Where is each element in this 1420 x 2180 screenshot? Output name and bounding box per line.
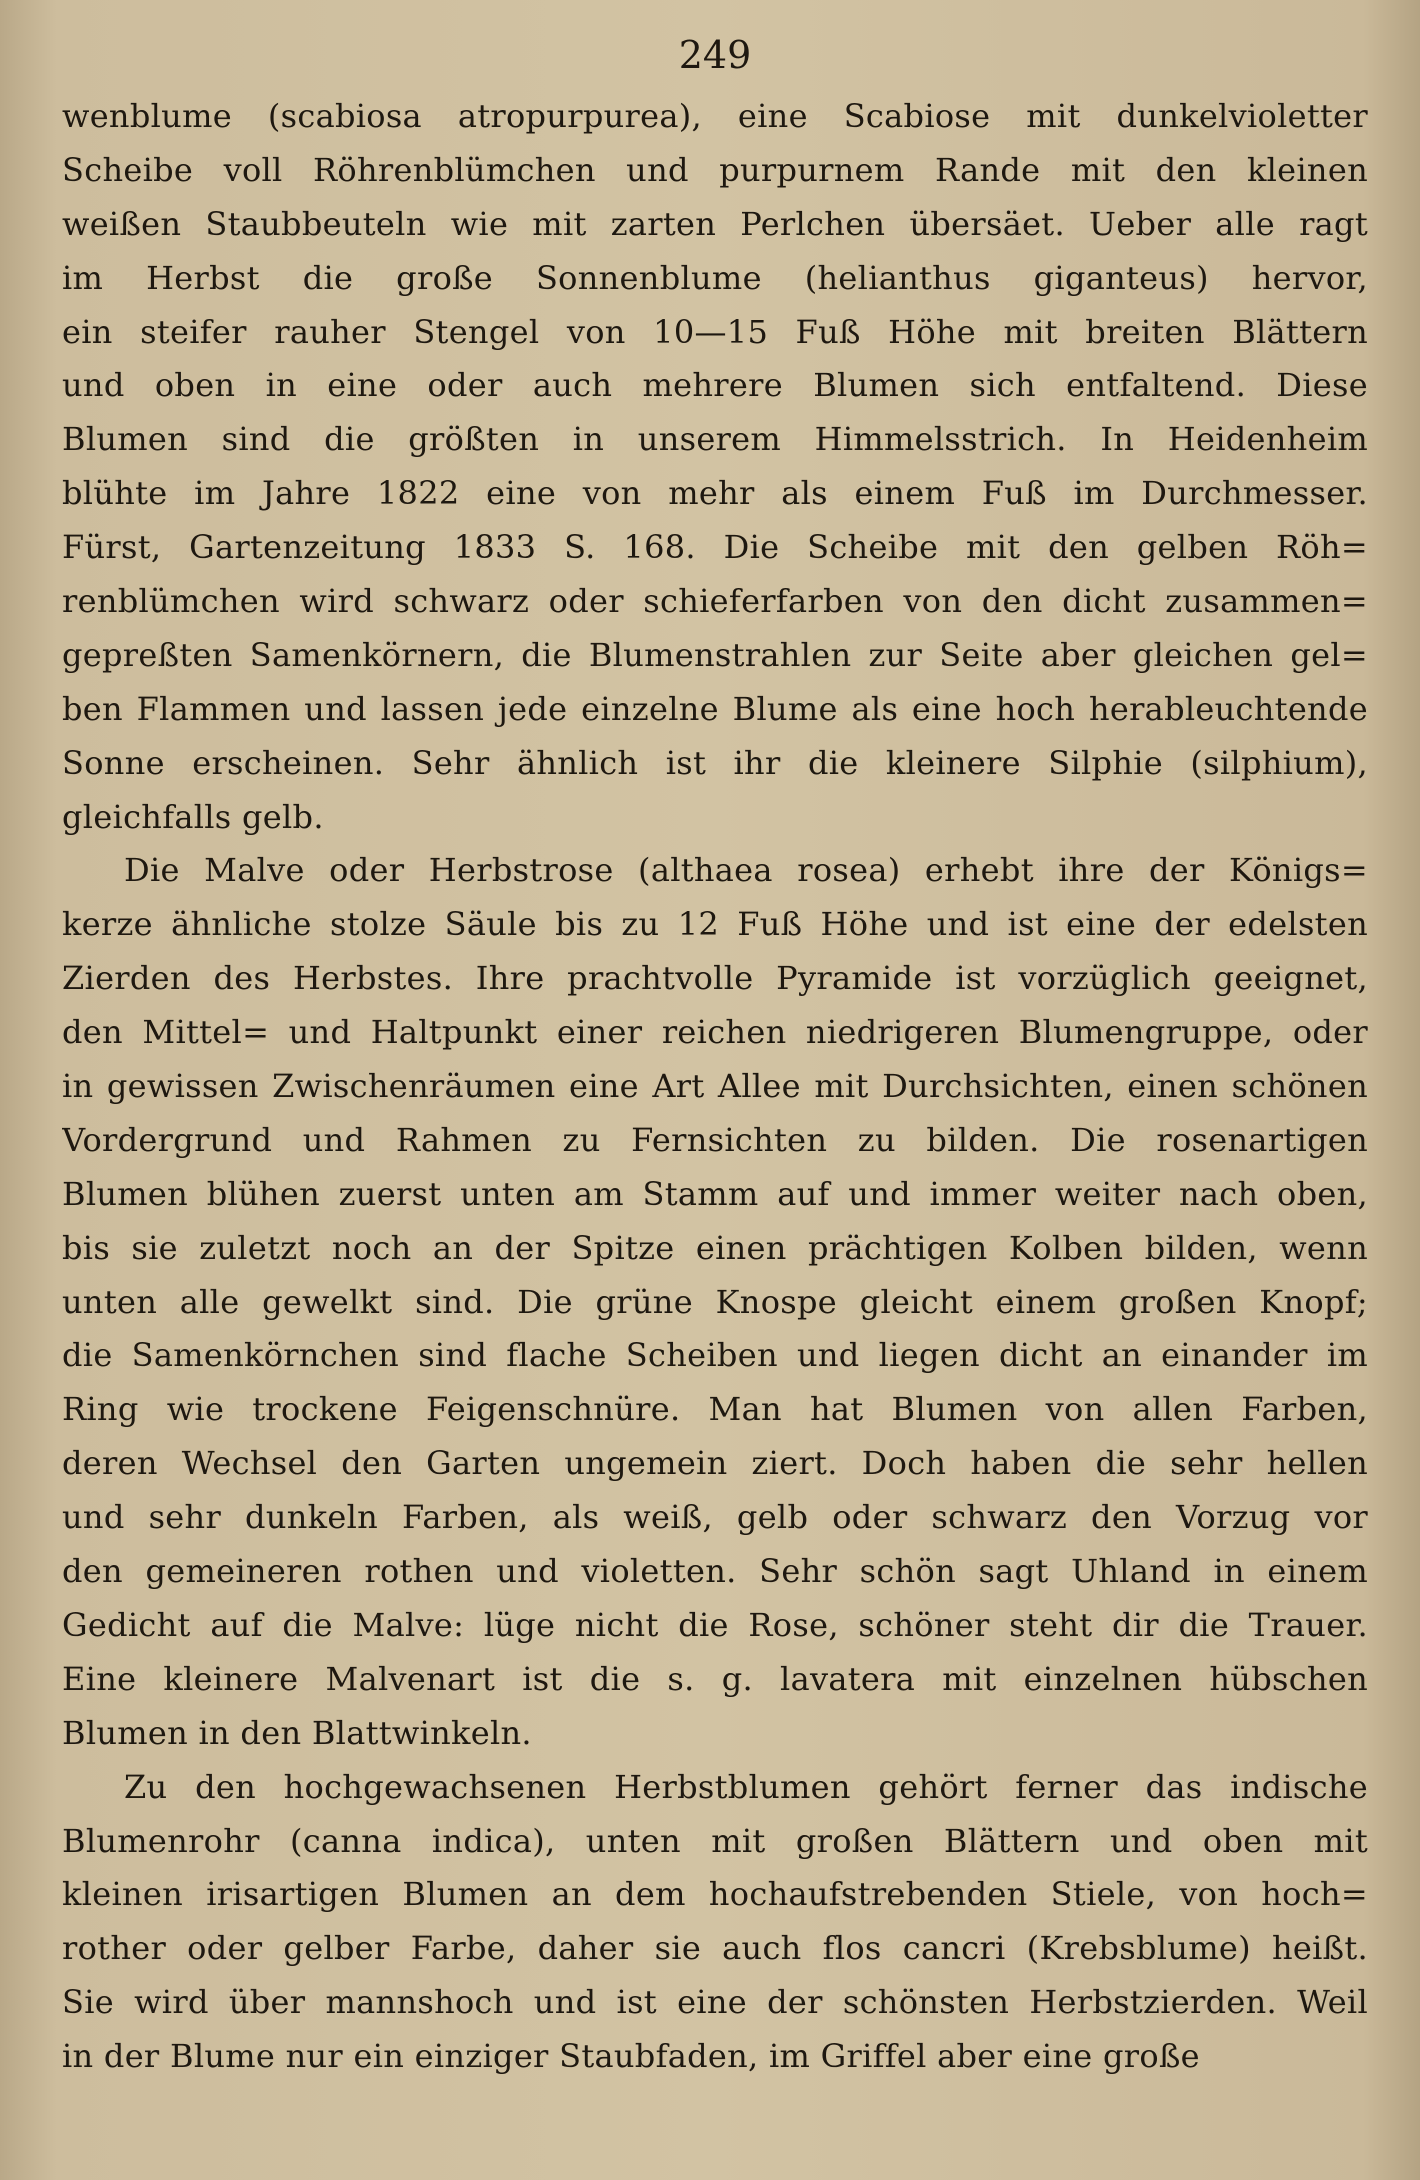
text-line: und oben in eine oder auch mehrere Blumen sich entfaltend. Diese — [62, 366, 1368, 405]
text-line: im Herbst die große Sonnenblume (helianthus giganteus) hervor, — [62, 258, 1368, 297]
text-line: in gewissen Zwischenräumen eine Art Allee mit Durchsichten, einen schönen — [62, 1067, 1368, 1106]
paragraph — [62, 1761, 1368, 2084]
text-line: renblümchen wird schwarz oder schieferfarben von den dicht zusammen= — [62, 582, 1368, 621]
text-line: den gemeineren rothen und violetten. Sehr schön sagt Uhland in einem — [62, 1552, 1368, 1591]
text-line: Zu den hochgewachsenen Herbstblumen gehört ferner das indische — [124, 1767, 1368, 1806]
text-line: gleichfalls gelb. — [62, 797, 324, 836]
text-line: rother oder gelber Farbe, daher sie auch flos cancri (Krebsblume) heißt. — [62, 1929, 1368, 1968]
text-line: Vordergrund und Rahmen zu Fernsichten zu bilden. Die rosenartigen — [62, 1120, 1368, 1159]
text-line: Fürst, Gartenzeitung 1833 S. 168. Die Scheibe mit den gelben Röh= — [62, 528, 1368, 567]
text-line: kleinen irisartigen Blumen an dem hochaufstrebenden Stiele, von hoch= — [62, 1875, 1368, 1914]
text-line: Sonne erscheinen. Sehr ähnlich ist ihr die kleinere Silphie (silphium), — [62, 743, 1368, 782]
text-line: Gedicht auf die Malve: lüge nicht die Rose, schöner steht dir die Trauer. — [62, 1605, 1368, 1644]
text-line: wenblume (scabiosa atropurpurea), eine Scabiose mit dunkelvioletter — [62, 97, 1368, 135]
text-line: in der Blume nur ein einziger Staubfaden, im Griffel aber eine große — [62, 2037, 1200, 2076]
text-line: Blumen blühen zuerst unten am Stamm auf und immer weiter nach oben, — [62, 1174, 1368, 1213]
text-line: Blumen sind die größten in unserem Himmelsstrich. In Heidenheim — [62, 420, 1368, 459]
text-line: gepreßten Samenkörnern, die Blumenstrahlen zur Seite aber gleichen gel= — [62, 635, 1368, 674]
paragraph — [62, 844, 1368, 1760]
page-number: 249 — [678, 33, 752, 77]
text-line: Sie wird über mannshoch und ist eine der schönsten Herbstzierden. Weil — [62, 1983, 1368, 2022]
text-line: Ring wie trockene Feigenschnüre. Man hat Blumen von allen Farben, — [62, 1390, 1368, 1429]
text-line: Eine kleinere Malvenart ist die s. g. lavatera mit einzelnen hübschen — [62, 1659, 1368, 1698]
text-line: Die Malve oder Herbstrose (althaea rosea) erhebt ihre der Königs= — [124, 851, 1368, 890]
paragraph — [62, 90, 1368, 844]
text-line: Blumen in den Blattwinkeln. — [62, 1713, 532, 1752]
text-line: kerze ähnliche stolze Säule bis zu 12 Fuß Höhe und ist eine der edelsten — [62, 905, 1368, 944]
text-line: und sehr dunkeln Farben, als weiß, gelb oder schwarz den Vorzug vor — [62, 1498, 1368, 1537]
text-line: blühte im Jahre 1822 eine von mehr als einem Fuß im Durchmesser. — [62, 474, 1368, 513]
text-line: ein steifer rauher Stengel von 10—15 Fuß Höhe mit breiten Blättern — [62, 312, 1368, 351]
text-line: deren Wechsel den Garten ungemein ziert. Doch haben die sehr hellen — [62, 1444, 1368, 1483]
text-line: Zierden des Herbstes. Ihre prachtvolle Pyramide ist vorzüglich geeignet, — [62, 959, 1368, 998]
text-line: unten alle gewelkt sind. Die grüne Knospe gleicht einem großen Knopf; — [62, 1282, 1368, 1321]
body-text — [62, 90, 1368, 2084]
text-line: weißen Staubbeuteln wie mit zarten Perlchen übersäet. Ueber alle ragt — [62, 204, 1368, 243]
text-line: Blumenrohr (canna indica), unten mit großen Blättern und oben mit — [62, 1821, 1368, 1860]
text-line: den Mittel= und Haltpunkt einer reichen niedrigeren Blumengruppe, oder — [62, 1013, 1368, 1052]
text-line: Scheibe voll Röhrenblümchen und purpurnem Rande mit den kleinen — [62, 150, 1368, 189]
text-line: bis sie zuletzt noch an der Spitze einen prächtigen Kolben bilden, wenn — [62, 1228, 1368, 1267]
text-line: die Samenkörnchen sind flache Scheiben und liegen dicht an einander im — [62, 1336, 1368, 1375]
text-line: ben Flammen und lassen jede einzelne Blume als eine hoch herableuchtende — [62, 689, 1368, 728]
